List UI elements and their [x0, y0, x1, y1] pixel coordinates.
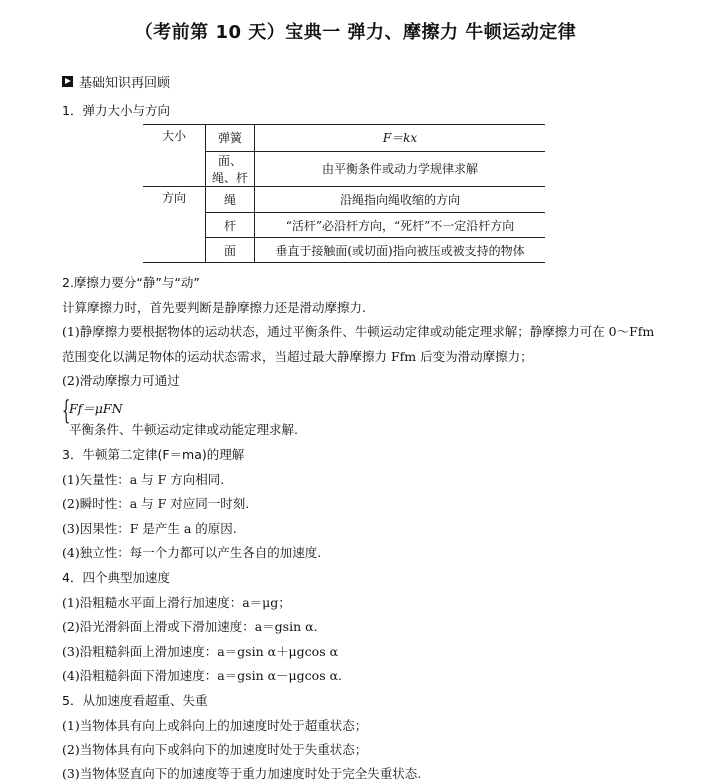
table-row [143, 238, 545, 263]
table-cell: 弹簧 [206, 125, 255, 152]
list-item: (4)沿粗糙斜面下滑加速度：a＝gsin α－μgcos α. [62, 668, 342, 683]
list-item: (3)因果性：F 是产生 a 的原因. [62, 521, 237, 536]
table-cell: 杆 [206, 213, 255, 238]
table-cell: 绳 [206, 186, 255, 213]
list-item: (3)当物体竖直向下的加速度等于重力加速度时处于完全失重状态. [62, 766, 422, 781]
elastic-force-table [143, 124, 545, 263]
paragraph: 计算摩擦力时，首先要判断是静摩擦力还是滑动摩擦力. [62, 300, 366, 315]
list-item: (2)沿光滑斜面上滑或下滑加速度：a＝gsin α. [62, 619, 318, 634]
list-item: (3)沿粗糙斜面上滑加速度：a＝gsin α＋μgcos α [62, 644, 339, 659]
table-row [143, 151, 545, 186]
table-cell: “活杆”必沿杆方向，“死杆”不一定沿杆方向 [255, 213, 546, 238]
table-cell: 垂直于接触面(或切面)指向被压或被支持的物体 [255, 238, 546, 263]
heading-overweight-weightless: 5．从加速度看超重、失重 [62, 693, 208, 708]
table-cell: 面 [206, 238, 255, 263]
list-item: (1)矢量性：a 与 F 方向相同. [62, 472, 225, 487]
list-item: (2)当物体具有向下或斜向下的加速度时处于失重状态； [62, 742, 368, 757]
page-title: （考前第 10 天）宝典一 弹力、摩擦力 牛顿运动定律 [134, 22, 577, 43]
table-row [143, 125, 545, 152]
formula-line [69, 399, 123, 417]
section-header-label: 基础知识再回顾 [79, 76, 171, 91]
heading-elastic-force: 1．弹力大小与方向 [62, 103, 170, 118]
list-item: (1)沿粗糙水平面上滑行加速度：a＝μg； [62, 595, 291, 610]
paragraph: 范围变化以满足物体的运动状态需求，当超过最大静摩擦力 Ffm 后变为滑动摩擦力； [62, 349, 533, 364]
list-item: (4)独立性：每一个力都可以产生各自的加速度. [62, 545, 322, 560]
left-brace-icon: { [62, 396, 71, 426]
table-cell [143, 151, 206, 186]
list-item: (1)当物体具有向上或斜向上的加速度时处于超重状态； [62, 718, 368, 733]
table-cell: 方向 [143, 186, 206, 213]
paragraph: (1)静摩擦力要根据物体的运动状态，通过平衡条件、牛顿运动定律或动能定理求解；静摩擦力可在 0～Ffm [62, 324, 655, 339]
heading-typical-acceleration: 4．四个典型加速度 [62, 570, 170, 585]
table-cell: 沿绳指向绳收缩的方向 [255, 186, 546, 213]
table-cell [255, 125, 546, 152]
formula-text: Ff＝μFN [69, 401, 123, 416]
table-row [143, 213, 545, 238]
list-item: (2)瞬时性：a 与 F 对应同一时刻. [62, 496, 250, 511]
table-cell [143, 238, 206, 263]
table-row [143, 186, 545, 213]
table-cell: 大小 [143, 125, 206, 152]
formula-text: F＝kx [382, 131, 418, 146]
play-triangle-icon [62, 76, 73, 87]
table-cell: 由平衡条件或动力学规律求解 [255, 151, 546, 186]
table-cell [143, 213, 206, 238]
section-header [62, 72, 170, 91]
paragraph: 平衡条件、牛顿运动定律或动能定理求解. [69, 422, 298, 437]
paragraph: (2)滑动摩擦力可通过 [62, 373, 180, 388]
heading-newton-second-law: 3．牛顿第二定律(F＝ma)的理解 [62, 447, 245, 462]
table-cell: 面、绳、杆 [206, 151, 255, 186]
heading-friction: 2.摩擦力要分“静”与“动” [62, 275, 200, 290]
